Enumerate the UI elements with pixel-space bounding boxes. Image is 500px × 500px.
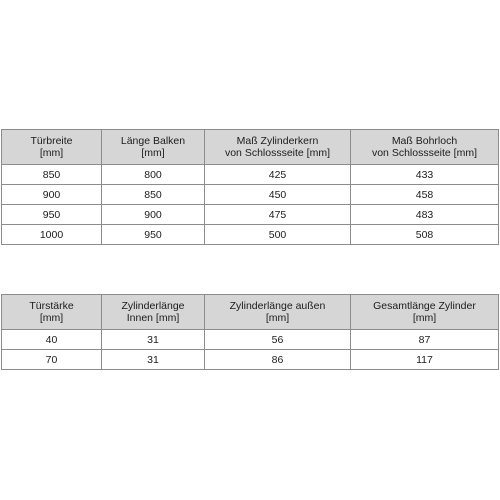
table-cell: 40 — [2, 330, 102, 350]
header-line: [mm] — [141, 147, 165, 159]
header-line: Türstärke — [29, 300, 74, 312]
table-cell: 31 — [102, 330, 205, 350]
header-line: [mm] — [265, 312, 290, 324]
table-cell: 86 — [205, 350, 351, 370]
table-cell: 950 — [2, 205, 102, 225]
table-header-row — [2, 130, 499, 165]
header-cylinder-core — [205, 130, 351, 165]
door-thickness-table — [1, 294, 499, 370]
header-line: Zylinderlänge — [121, 300, 185, 312]
table-cell: 450 — [205, 185, 351, 205]
table-cell: 850 — [2, 165, 102, 185]
table-cell: 117 — [351, 350, 499, 370]
table-cell: 87 — [351, 330, 499, 350]
header-door-thickness — [2, 295, 102, 330]
header-cylinder-total — [351, 295, 499, 330]
table-row — [2, 350, 499, 370]
table-cell: 1000 — [2, 225, 102, 245]
table-cell: 800 — [102, 165, 205, 185]
door-width-table — [1, 129, 499, 245]
table-row — [2, 330, 499, 350]
table-cell: 508 — [351, 225, 499, 245]
header-line: [mm] — [412, 312, 437, 324]
header-line: Gesamtlänge Zylinder — [373, 300, 476, 312]
table-cell: 475 — [205, 205, 351, 225]
table-header-row — [2, 295, 499, 330]
header-line: Türbreite — [30, 135, 73, 147]
header-line: von Schlossseite [mm] — [224, 147, 331, 159]
table-cell: 31 — [102, 350, 205, 370]
header-line: Maß Bohrloch — [391, 135, 458, 147]
header-line: Innen [mm] — [126, 312, 180, 324]
table-cell: 56 — [205, 330, 351, 350]
table-cell: 458 — [351, 185, 499, 205]
table-row — [2, 205, 499, 225]
header-line: [mm] — [39, 147, 64, 159]
table-cell: 850 — [102, 185, 205, 205]
header-line: Zylinderlänge außen — [229, 300, 326, 312]
table-cell: 900 — [2, 185, 102, 205]
header-line: Maß Zylinderkern — [236, 135, 319, 147]
header-door-width — [2, 130, 102, 165]
header-drill-hole — [351, 130, 499, 165]
table-row — [2, 185, 499, 205]
header-cylinder-outer — [205, 295, 351, 330]
table-cell: 950 — [102, 225, 205, 245]
table-cell: 70 — [2, 350, 102, 370]
table-cell: 483 — [351, 205, 499, 225]
table-row — [2, 165, 499, 185]
header-cylinder-inner — [102, 295, 205, 330]
table-cell: 425 — [205, 165, 351, 185]
header-line: Länge Balken — [120, 135, 186, 147]
table-cell: 500 — [205, 225, 351, 245]
table-row — [2, 225, 499, 245]
table-cell: 433 — [351, 165, 499, 185]
table-cell: 900 — [102, 205, 205, 225]
header-line: von Schlossseite [mm] — [371, 147, 478, 159]
header-line: [mm] — [39, 312, 64, 324]
header-beam-length — [102, 130, 205, 165]
